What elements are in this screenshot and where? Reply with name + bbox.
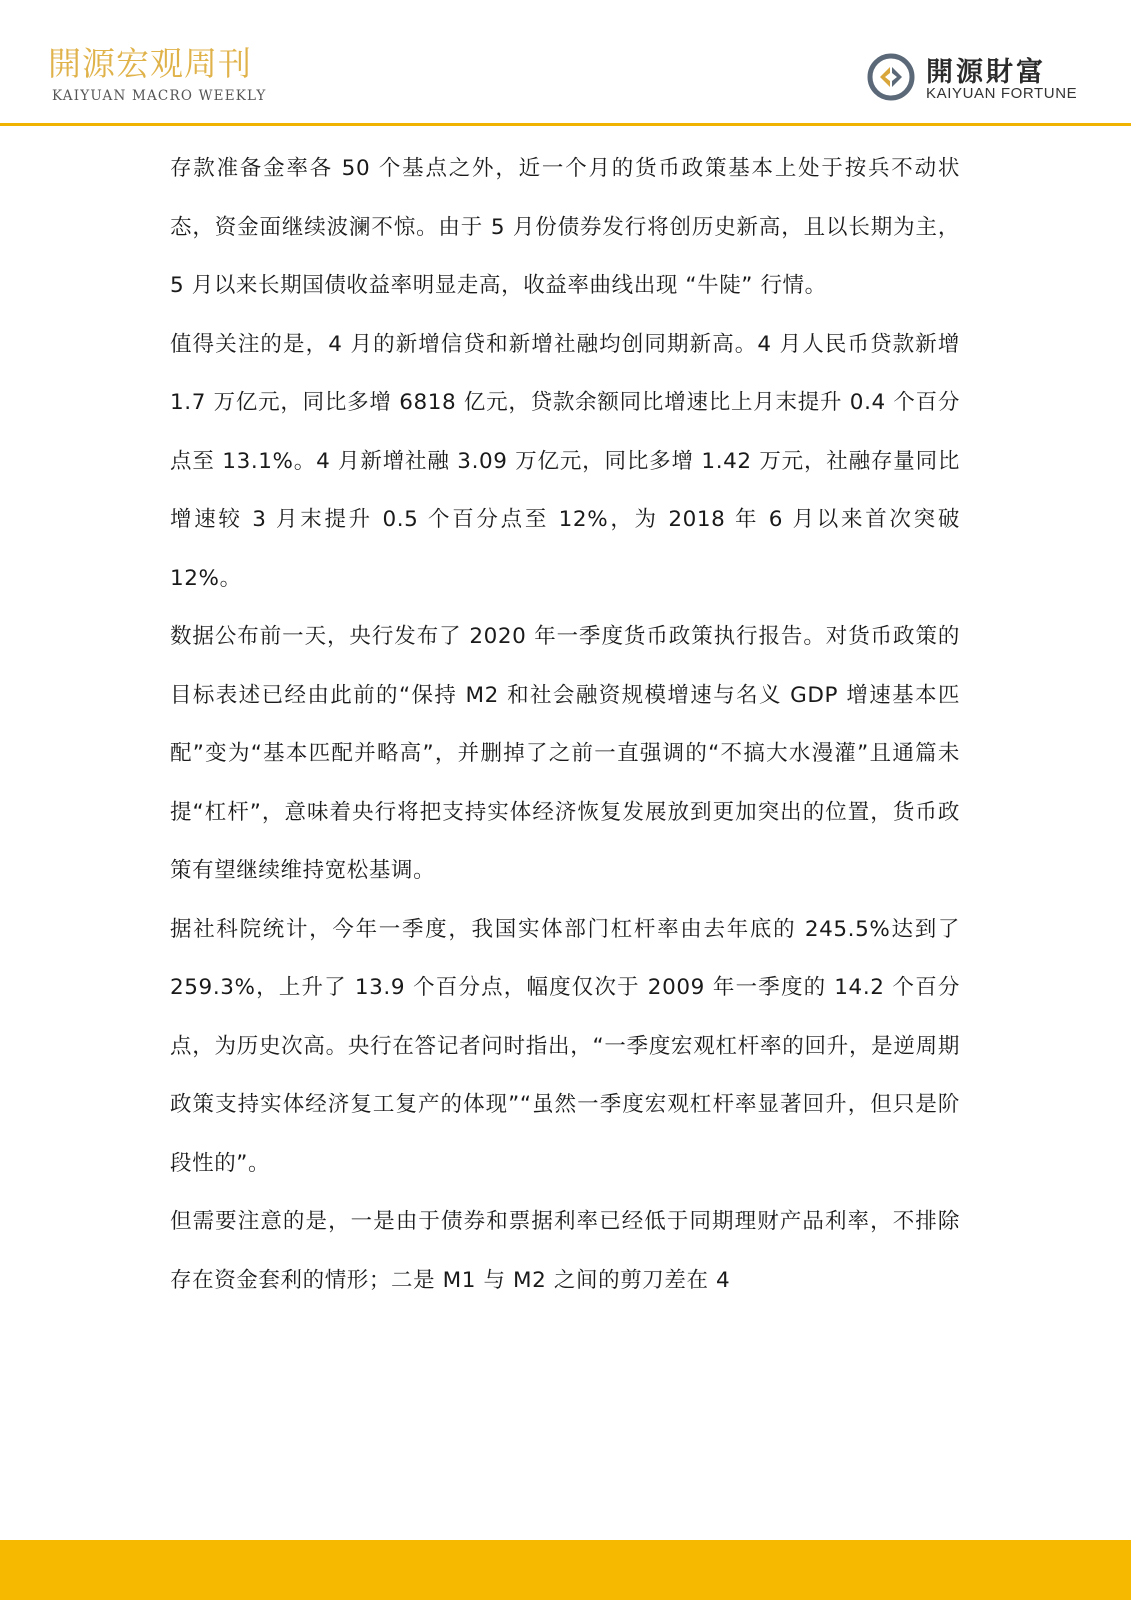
paragraph: 值得关注的是，4 月的新增信贷和新增社融均创同期新高。4 月人民币贷款新增 1.7 万亿元，同比多增 6818 亿元，贷款余额同比增速比上月末提升 0.4 个百分点至 13.1%。4 月新增社融 3.09 万亿元，同比多增 1.42 万元，社融存量同比增速较 3 月末提升 0.5 个百分点至 12%，为 2018 年 6 月以来首次突破 12%。	[170, 331, 960, 591]
page-header	[0, 0, 1131, 126]
brand-name-en: KAIYUAN FORTUNE	[926, 85, 1078, 102]
paragraph: 数据公布前一天，央行发布了 2020 年一季度货币政策执行报告。对货币政策的目标表述已经由此前的“保持 M2 和社会融资规模增速与名义 GDP 增速基本匹配”变为“基本匹配并略高”，并删掉了之前一直强调的“不搞大水漫灌”且通篇未提“杠杆”，意味着央行将把支持实体经济恢复发展放到更加突出的位置，货币政策有望继续维持宽松基调。	[170, 624, 960, 883]
kaiyuan-logo-icon	[866, 52, 916, 102]
paragraph: 据社科院统计，今年一季度，我国实体部门杠杆率由去年底的 245.5%达到了 259.3%，上升了 13.9 个百分点，幅度仅次于 2009 年一季度的 14.2 个百分点，为历史次高。央行在答记者问时指出，“一季度宏观杠杆率的回升，是逆周期政策支持实体经济复工复产的体现”“虽然一季度宏观杠杆率显著回升，但只是阶段性的”。	[170, 916, 960, 1176]
brand-block	[866, 50, 1086, 106]
paragraph: 但需要注意的是，一是由于债券和票据利率已经低于同期理财产品利率，不排除存在资金套利的情形；二是 M1 与 M2 之间的剪刀差在 4	[170, 1209, 960, 1293]
publication-title: 開源宏观周刊	[48, 44, 252, 83]
paragraph: 存款准备金率各 50 个基点之外，近一个月的货币政策基本上处于按兵不动状态，资金面继续波澜不惊。由于 5 月份债券发行将创历史新高，且以长期为主，5 月以来长期国债收益率明显走高，收益率曲线出现 “牛陡” 行情。	[170, 156, 960, 298]
header-divider	[0, 123, 1131, 126]
footer-bar	[0, 1540, 1131, 1600]
brand-name-cn: 開源財富	[926, 57, 1046, 88]
article-body	[170, 140, 960, 1310]
publication-subtitle: KAIYUAN MACRO WEEKLY	[52, 88, 267, 104]
